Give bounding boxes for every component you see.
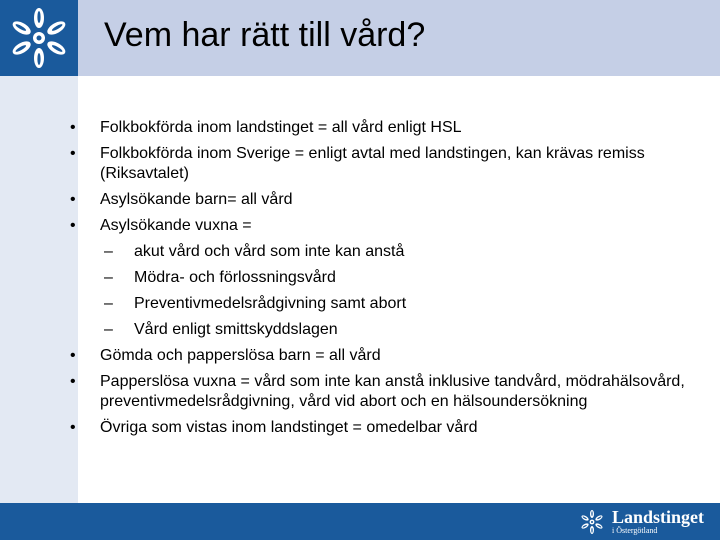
dash-marker: – (104, 295, 113, 312)
sub-list-item (70, 268, 710, 288)
content-list (70, 118, 710, 444)
left-strip (0, 76, 78, 540)
bullet-marker: • (70, 419, 76, 436)
list-item-text: Gömda och papperslösa barn = all vård (100, 347, 381, 364)
sub-list-item-text: akut vård och vård som inte kan anstå (134, 243, 405, 260)
list-item-text: Papperslösa vuxna = vård som inte kan anstå inklusive tandvård, mödrahälsovård, preventivmedelsrådgivning, vård vid abort och en hälsoundersökning (100, 373, 685, 410)
organization-name: Landstinget (612, 507, 705, 527)
list-item-text: Övriga som vistas inom landstinget = omedelbar vård (100, 419, 478, 436)
bullet-marker: • (70, 119, 76, 136)
footer-logo (578, 506, 704, 538)
dash-marker: – (104, 243, 113, 260)
list-item (70, 144, 710, 184)
list-item-text: Folkbokförda inom Sverige = enligt avtal med landstingen, kan krävas remiss (Riksavtalet) (100, 145, 645, 182)
top-logo (0, 0, 78, 76)
list-item (70, 190, 710, 210)
sub-list-item-text: Mödra- och förlossningsvård (134, 269, 336, 286)
sub-list-item (70, 294, 710, 314)
bullet-marker: • (70, 191, 76, 208)
list-item-text: Folkbokförda inom landstinget = all vård enligt HSL (100, 119, 462, 136)
list-item (70, 372, 710, 412)
list-item-text: Asylsökande barn= all vård (100, 191, 293, 208)
bullet-marker: • (70, 373, 76, 390)
list-item (70, 216, 710, 236)
bullet-marker: • (70, 217, 76, 234)
bullet-marker: • (70, 145, 76, 162)
sub-list-item-text: Preventivmedelsrådgivning samt abort (134, 295, 407, 312)
sub-list-item (70, 242, 710, 262)
sub-list-item-text: Vård enligt smittskyddslagen (134, 321, 338, 338)
bullet-marker: • (70, 347, 76, 364)
list-item (70, 346, 710, 366)
slide-title: Vem har rätt till vård? (104, 16, 426, 54)
sub-list-item (70, 320, 710, 340)
list-item (70, 418, 710, 438)
list-item-text: Asylsökande vuxna = (100, 217, 252, 234)
snowflake-flower-icon (578, 508, 606, 536)
list-item (70, 118, 710, 138)
dash-marker: – (104, 269, 113, 286)
organization-subname: i Östergötland (612, 526, 658, 535)
dash-marker: – (104, 321, 113, 338)
snowflake-flower-icon (4, 3, 74, 73)
